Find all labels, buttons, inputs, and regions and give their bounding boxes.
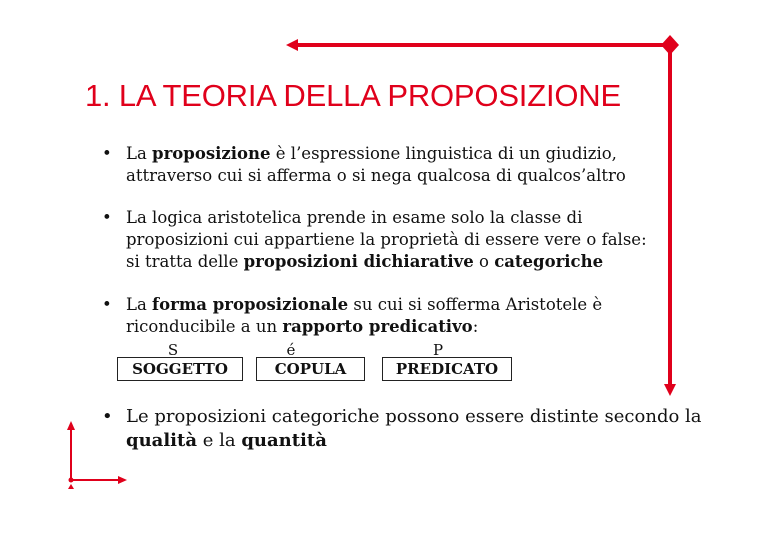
subject-letter: S — [167, 341, 179, 359]
bullet-item — [102, 207, 662, 273]
bullet-text: La forma proposizionale su cui si sofferma Aristotele è riconducibile a un rapporto predicativo: — [126, 295, 603, 336]
bullet-dot: • — [102, 295, 112, 314]
bullet-dot: • — [102, 406, 113, 427]
right-arrowhead-icon — [118, 476, 127, 484]
origin-tick-icon — [68, 484, 74, 489]
bullet-text: La logica aristotelica prende in esame solo la classe di proposizioni cui appartiene la proprietà di essere vere o false: si tratta delle proposizioni dichiarative o categoriche — [126, 208, 647, 271]
predicato-box: PREDICATO — [382, 357, 512, 381]
up-arrowhead-icon — [67, 421, 75, 430]
left-arrowhead-icon — [286, 39, 298, 51]
predicate-letter: P — [432, 341, 444, 359]
soggetto-box: SOGGETTO — [117, 357, 243, 381]
bullet-item — [102, 143, 662, 187]
bullet-text: La proposizione è l’espressione linguistica di un giudizio, attraverso cui si afferma o si nega qualcosa di qualcos’altro — [126, 144, 626, 185]
copula-box: COPULA — [256, 357, 365, 381]
bullet-item — [102, 294, 662, 338]
axis-origin-dot — [69, 478, 74, 483]
slide-title: 1. LA TEORIA DELLA PROPOSIZIONE — [85, 78, 621, 113]
copula-letter: é — [286, 341, 296, 359]
bullet-dot: • — [102, 208, 112, 227]
bullet-dot: • — [102, 144, 112, 163]
bullet-text: Le proposizioni categoriche possono essere distinte secondo la qualità e la quantità — [126, 406, 702, 451]
down-arrowhead-icon — [664, 384, 676, 396]
bullet-item — [102, 405, 702, 453]
